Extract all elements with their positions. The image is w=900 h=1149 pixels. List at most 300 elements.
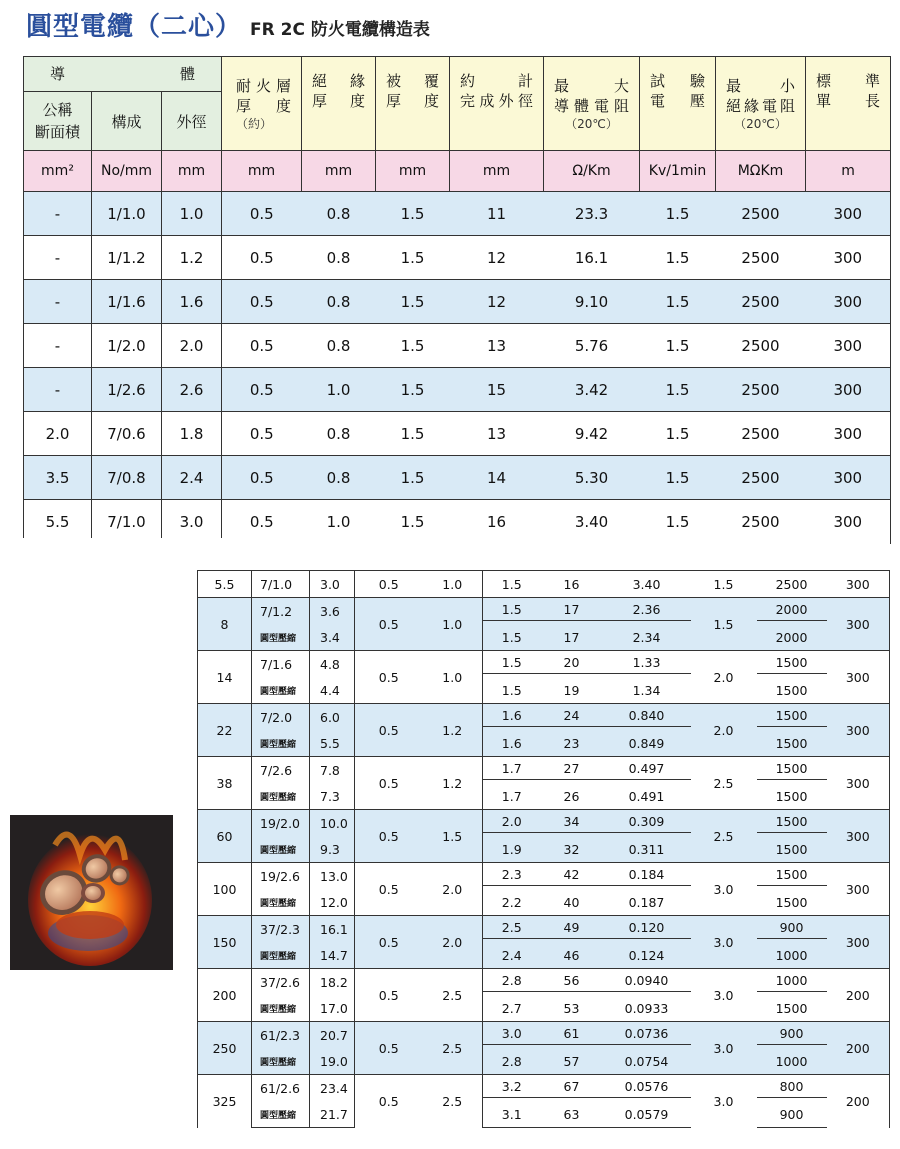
table-cell: 1/1.2 — [92, 236, 162, 280]
table-cell: 7/0.8 — [92, 456, 162, 500]
unit-cell: mm — [162, 151, 222, 192]
test-voltage-header: 試 驗 電 壓 — [640, 57, 716, 151]
insulation-cell: 2.5 — [423, 1022, 483, 1075]
title-sub: FR 2C 防火電纜構造表 — [250, 20, 430, 40]
resistance-cell: 0.849 — [603, 730, 691, 757]
resistance-cell — [603, 916, 691, 943]
unit-cell: Ω/Km — [544, 151, 640, 192]
od-cell: 14.7 — [310, 942, 355, 969]
table-cell: - — [24, 368, 92, 412]
table-row — [198, 995, 890, 1022]
insulation-cell: 1.2 — [423, 704, 483, 757]
od-cell: 3.6 — [310, 598, 355, 625]
size-cell: 250 — [198, 1022, 252, 1075]
table-cell: 1/2.0 — [92, 324, 162, 368]
table-cell: 300 — [806, 324, 891, 368]
sheath-cell — [483, 651, 541, 678]
table-cell: 3.0 — [310, 571, 355, 598]
table-value: 2.36 — [603, 602, 691, 621]
table-value: 3.2 — [483, 1079, 541, 1098]
insulation-res-cell — [757, 704, 827, 731]
table-cell: 0.8 — [302, 324, 376, 368]
table-cell: 1.5 — [483, 571, 541, 598]
resistance-cell: 0.0754 — [603, 1048, 691, 1075]
table-cell: 2.6 — [162, 368, 222, 412]
table-row — [24, 192, 891, 236]
voltage-cell: 3.0 — [691, 1022, 757, 1075]
table-cell: 1.5 — [640, 456, 716, 500]
table-cell: 300 — [806, 192, 891, 236]
table-cell: 1.5 — [640, 280, 716, 324]
table-value: 34 — [541, 814, 603, 833]
unit-cell: mm — [302, 151, 376, 192]
table-value: 67 — [541, 1079, 603, 1098]
table-value: 0.0736 — [603, 1026, 691, 1045]
resistance-cell: 0.491 — [603, 783, 691, 810]
table-cell: 1.5 — [376, 192, 450, 236]
voltage-cell: 1.5 — [691, 598, 757, 651]
composition-cell: 37/2.6 — [252, 969, 310, 996]
sheath-header: 被 覆 厚 度 — [376, 57, 450, 151]
table-value: 2.8 — [483, 973, 541, 992]
insulation-res-cell — [757, 916, 827, 943]
sheath-cell: 2.4 — [483, 942, 541, 969]
top-table-cut — [23, 538, 890, 544]
table-value: 2.5 — [483, 920, 541, 939]
table-cell: 0.5 — [222, 456, 302, 500]
od-cell: 5.5 — [310, 730, 355, 757]
size-cell: 60 — [198, 810, 252, 863]
table-value: 0.184 — [603, 867, 691, 886]
table-cell: 1.2 — [162, 236, 222, 280]
table-row — [198, 704, 890, 731]
insulation-res-cell: 1500 — [757, 836, 827, 863]
composition-header: 構成 — [92, 92, 162, 151]
table-cell: 2500 — [716, 368, 806, 412]
unit-cell: mm² — [24, 151, 92, 192]
compressed-label: 圓型壓縮 — [252, 1048, 310, 1075]
insulation-cell: 2.0 — [423, 916, 483, 969]
finished-od-cell: 53 — [541, 995, 603, 1022]
header-row-1 — [24, 57, 891, 92]
insulation-cell: 1.2 — [423, 757, 483, 810]
compressed-label: 圓型壓縮 — [252, 995, 310, 1022]
od-cell: 12.0 — [310, 889, 355, 916]
table-cell: 1/1.6 — [92, 280, 162, 324]
table-row — [24, 236, 891, 280]
table-cell: 300 — [827, 571, 890, 598]
od-cell: 7.8 — [310, 757, 355, 784]
voltage-cell: 3.0 — [691, 1075, 757, 1128]
table-row — [198, 889, 890, 916]
max-resistance-header: 最 大 導體電阻 （20℃） — [544, 57, 640, 151]
finished-od-cell: 23 — [541, 730, 603, 757]
std-length-header: 標 準 單 長 — [806, 57, 891, 151]
size-cell: 200 — [198, 969, 252, 1022]
table-value: 2.0 — [483, 814, 541, 833]
burning-cable-photo — [10, 815, 173, 970]
resistance-cell — [603, 704, 691, 731]
table-cell: 300 — [806, 280, 891, 324]
unit-cell: m — [806, 151, 891, 192]
burning-cable-illustration — [10, 815, 173, 970]
table-cell: - — [24, 324, 92, 368]
table-cell: 300 — [806, 500, 891, 544]
bottom-spec-table — [197, 570, 890, 1128]
finished-od-cell — [541, 1022, 603, 1049]
insulation-res-cell — [757, 1075, 827, 1102]
finished-od-cell: 19 — [541, 677, 603, 704]
resistance-cell — [603, 651, 691, 678]
table-cell: 2500 — [716, 236, 806, 280]
composition-cell: 61/2.6 — [252, 1075, 310, 1102]
table-cell: 16 — [450, 500, 544, 544]
table-value: 0.120 — [603, 920, 691, 939]
table-cell: 16.1 — [544, 236, 640, 280]
table-cell: 5.30 — [544, 456, 640, 500]
table-cell: - — [24, 192, 92, 236]
table-cell: 0.5 — [222, 368, 302, 412]
table-cell: 5.76 — [544, 324, 640, 368]
finished-od-cell: 26 — [541, 783, 603, 810]
table-value: 3.0 — [483, 1026, 541, 1045]
table-value: 49 — [541, 920, 603, 939]
table-value: 1500 — [757, 655, 827, 674]
table-cell: 1.8 — [162, 412, 222, 456]
length-cell: 300 — [827, 863, 890, 916]
table-cell: 1/2.6 — [92, 368, 162, 412]
sheath-cell: 1.9 — [483, 836, 541, 863]
insulation-cell: 1.5 — [423, 810, 483, 863]
fire-layer-header: 耐火層 厚 度 （約） — [222, 57, 302, 151]
table-value: 0.840 — [603, 708, 691, 727]
table-value: 1500 — [757, 867, 827, 886]
table-row — [198, 598, 890, 625]
table-value: 61 — [541, 1026, 603, 1045]
sheath-cell — [483, 598, 541, 625]
insulation-res-cell — [757, 651, 827, 678]
resistance-cell — [603, 1022, 691, 1049]
finished-od-cell: 63 — [541, 1101, 603, 1128]
table-value: 1.5 — [483, 655, 541, 674]
table-cell: 12 — [450, 280, 544, 324]
compressed-label: 圓型壓縮 — [252, 942, 310, 969]
table-value: 1.7 — [483, 761, 541, 780]
resistance-cell — [603, 810, 691, 837]
table-row — [198, 1022, 890, 1049]
table-cell: 1.5 — [376, 236, 450, 280]
table-cell: 1.5 — [376, 456, 450, 500]
table-cell: 1.6 — [162, 280, 222, 324]
length-cell: 200 — [827, 1022, 890, 1075]
resistance-cell: 0.0933 — [603, 995, 691, 1022]
table-cell: 13 — [450, 324, 544, 368]
resistance-cell: 0.0579 — [603, 1101, 691, 1128]
length-cell: 300 — [827, 810, 890, 863]
table-cell: 3.42 — [544, 368, 640, 412]
composition-cell: 61/2.3 — [252, 1022, 310, 1049]
od-cell: 9.3 — [310, 836, 355, 863]
sheath-cell — [483, 704, 541, 731]
od-cell: 4.4 — [310, 677, 355, 704]
table-cell: 15 — [450, 368, 544, 412]
table-cell: 23.3 — [544, 192, 640, 236]
table-cell: 7/1.0 — [92, 500, 162, 544]
table-cell: 7/1.0 — [252, 571, 310, 598]
table-cell: 2500 — [716, 324, 806, 368]
insulation-res-cell — [757, 810, 827, 837]
finished-od-cell — [541, 757, 603, 784]
resistance-cell — [603, 757, 691, 784]
table-cell: 2.4 — [162, 456, 222, 500]
table-value: 1500 — [757, 708, 827, 727]
finished-od-cell — [541, 916, 603, 943]
table-row — [198, 624, 890, 651]
table-value: 2.3 — [483, 867, 541, 886]
sheath-cell: 1.6 — [483, 730, 541, 757]
table-cell: 2.0 — [24, 412, 92, 456]
length-cell: 300 — [827, 916, 890, 969]
voltage-cell: 2.0 — [691, 651, 757, 704]
table-value: 42 — [541, 867, 603, 886]
table-cell: 3.5 — [24, 456, 92, 500]
table-cell: 1.0 — [302, 368, 376, 412]
table-cell: 2500 — [757, 571, 827, 598]
table-value: 1000 — [757, 973, 827, 992]
insulation-res-cell — [757, 1022, 827, 1049]
insulation-cell: 1.0 — [423, 651, 483, 704]
unit-cell: No/mm — [92, 151, 162, 192]
table-cell: 2500 — [716, 456, 806, 500]
table-cell: 0.5 — [355, 571, 423, 598]
table-cell: 0.5 — [222, 500, 302, 544]
table-row — [24, 412, 891, 456]
finished-od-cell: 17 — [541, 624, 603, 651]
insulation-cell: 2.5 — [423, 1075, 483, 1128]
table-cell: 300 — [806, 368, 891, 412]
table-row — [198, 571, 890, 598]
od-cell: 18.2 — [310, 969, 355, 996]
table-cell: 1/1.0 — [92, 192, 162, 236]
table-cell: 5.5 — [24, 500, 92, 544]
table-cell: 1.0 — [162, 192, 222, 236]
table-cell: 0.8 — [302, 456, 376, 500]
table-row — [198, 651, 890, 678]
table-row — [24, 280, 891, 324]
table-value: 900 — [757, 1026, 827, 1045]
sheath-cell — [483, 810, 541, 837]
table-value: 1500 — [757, 814, 827, 833]
compressed-label: 圓型壓縮 — [252, 783, 310, 810]
sheath-cell: 3.1 — [483, 1101, 541, 1128]
voltage-cell: 2.5 — [691, 810, 757, 863]
composition-cell: 19/2.0 — [252, 810, 310, 837]
compressed-label: 圓型壓縮 — [252, 889, 310, 916]
table-cell: 300 — [806, 236, 891, 280]
resistance-cell — [603, 863, 691, 890]
od-cell: 16.1 — [310, 916, 355, 943]
sheath-cell: 2.8 — [483, 1048, 541, 1075]
table-value: 17 — [541, 602, 603, 621]
table-cell: 0.5 — [222, 236, 302, 280]
table-value: 0.497 — [603, 761, 691, 780]
table-cell: 2500 — [716, 412, 806, 456]
table-cell: 1.0 — [423, 571, 483, 598]
insulation-res-cell: 1000 — [757, 942, 827, 969]
sheath-cell — [483, 1075, 541, 1102]
voltage-cell: 3.0 — [691, 969, 757, 1022]
table-cell: 1.5 — [376, 280, 450, 324]
table-row — [198, 1075, 890, 1102]
od-cell: 23.4 — [310, 1075, 355, 1102]
table-cell: - — [24, 280, 92, 324]
table-cell: 300 — [806, 412, 891, 456]
composition-cell: 7/2.0 — [252, 704, 310, 731]
finished-od-cell: 46 — [541, 942, 603, 969]
table-cell: 1.5 — [376, 368, 450, 412]
table-cell: 13 — [450, 412, 544, 456]
finished-od-cell — [541, 1075, 603, 1102]
insulation-cell: 2.5 — [423, 969, 483, 1022]
voltage-cell: 2.5 — [691, 757, 757, 810]
fire-cell: 0.5 — [355, 598, 423, 651]
table-cell: 1.5 — [691, 571, 757, 598]
table-row — [198, 730, 890, 757]
nominal-area-header: 公稱 斷面積 — [24, 92, 92, 151]
unit-cell: mm — [376, 151, 450, 192]
sheath-cell: 2.2 — [483, 889, 541, 916]
sheath-cell: 1.7 — [483, 783, 541, 810]
fire-cell: 0.5 — [355, 1022, 423, 1075]
length-cell: 300 — [827, 704, 890, 757]
insulation-res-cell — [757, 757, 827, 784]
voltage-cell: 3.0 — [691, 863, 757, 916]
od-cell: 3.4 — [310, 624, 355, 651]
table-value: 1500 — [757, 761, 827, 780]
table-cell: 1.5 — [640, 236, 716, 280]
table-cell: 0.5 — [222, 280, 302, 324]
sheath-cell — [483, 916, 541, 943]
table-value: 0.309 — [603, 814, 691, 833]
table-row — [24, 456, 891, 500]
table-value: 2000 — [757, 602, 827, 621]
insulation-res-cell — [757, 598, 827, 625]
fire-cell: 0.5 — [355, 651, 423, 704]
resistance-cell: 1.34 — [603, 677, 691, 704]
title-main: 圓型電纜（二心） — [26, 12, 243, 42]
table-cell: 3.40 — [603, 571, 691, 598]
table-cell: 1.5 — [376, 500, 450, 544]
compressed-label: 圓型壓縮 — [252, 624, 310, 651]
table-value: 20 — [541, 655, 603, 674]
table-cell: 14 — [450, 456, 544, 500]
size-cell: 38 — [198, 757, 252, 810]
insulation-res-cell: 1500 — [757, 995, 827, 1022]
od-cell: 19.0 — [310, 1048, 355, 1075]
insulation-res-cell: 1500 — [757, 730, 827, 757]
outer-diameter-header: 外徑 — [162, 92, 222, 151]
table-row — [198, 810, 890, 837]
table-cell: 2500 — [716, 192, 806, 236]
finished-od-cell — [541, 810, 603, 837]
finished-od-cell — [541, 969, 603, 996]
finished-od-cell — [541, 651, 603, 678]
composition-cell: 19/2.6 — [252, 863, 310, 890]
table-cell: 1.5 — [376, 324, 450, 368]
table-value: 0.0940 — [603, 973, 691, 992]
table-row — [24, 500, 891, 544]
unit-cell: mm — [450, 151, 544, 192]
od-cell: 21.7 — [310, 1101, 355, 1128]
composition-cell: 7/2.6 — [252, 757, 310, 784]
size-cell: 325 — [198, 1075, 252, 1128]
voltage-cell: 2.0 — [691, 704, 757, 757]
finished-od-cell: 57 — [541, 1048, 603, 1075]
length-cell: 200 — [827, 1075, 890, 1128]
unit-cell: MΩKm — [716, 151, 806, 192]
table-value: 24 — [541, 708, 603, 727]
fire-cell: 0.5 — [355, 863, 423, 916]
resistance-cell: 0.311 — [603, 836, 691, 863]
table-cell: 1.5 — [640, 500, 716, 544]
table-cell: 1.0 — [302, 500, 376, 544]
table-row — [24, 368, 891, 412]
table-row — [198, 677, 890, 704]
size-cell: 22 — [198, 704, 252, 757]
table-value: 1.33 — [603, 655, 691, 674]
sheath-cell — [483, 1022, 541, 1049]
table-cell: 7/0.6 — [92, 412, 162, 456]
min-insulation-res-header: 最 小 絕緣電阻 （20℃） — [716, 57, 806, 151]
table-value: 1.5 — [483, 602, 541, 621]
insulation-res-cell: 1500 — [757, 889, 827, 916]
table-row — [198, 1101, 890, 1128]
table-cell: 9.42 — [544, 412, 640, 456]
table-cell: 1.5 — [640, 412, 716, 456]
table-cell: 2500 — [716, 500, 806, 544]
table-row — [198, 969, 890, 996]
insulation-res-cell: 2000 — [757, 624, 827, 651]
fire-cell: 0.5 — [355, 810, 423, 863]
conductor-group-header: 導 體 — [24, 57, 222, 92]
composition-cell: 7/1.2 — [252, 598, 310, 625]
insulation-res-cell: 1500 — [757, 677, 827, 704]
insulation-cell: 1.0 — [423, 598, 483, 651]
table-row — [198, 942, 890, 969]
sheath-cell: 1.5 — [483, 624, 541, 651]
compressed-label: 圓型壓縮 — [252, 836, 310, 863]
table-value: 800 — [757, 1079, 827, 1098]
table-cell: 0.8 — [302, 236, 376, 280]
length-cell: 300 — [827, 598, 890, 651]
table-cell: 3.40 — [544, 500, 640, 544]
table-row — [198, 836, 890, 863]
table-cell: 1.5 — [640, 324, 716, 368]
table-value: 27 — [541, 761, 603, 780]
insulation-cell: 2.0 — [423, 863, 483, 916]
resistance-cell: 2.34 — [603, 624, 691, 651]
table-row — [198, 863, 890, 890]
table-row — [198, 916, 890, 943]
size-cell: 100 — [198, 863, 252, 916]
table-cell: 3.0 — [162, 500, 222, 544]
sheath-cell — [483, 969, 541, 996]
finished-od-cell — [541, 863, 603, 890]
od-cell: 13.0 — [310, 863, 355, 890]
resistance-cell — [603, 969, 691, 996]
fire-cell: 0.5 — [355, 1075, 423, 1128]
insulation-res-cell — [757, 863, 827, 890]
